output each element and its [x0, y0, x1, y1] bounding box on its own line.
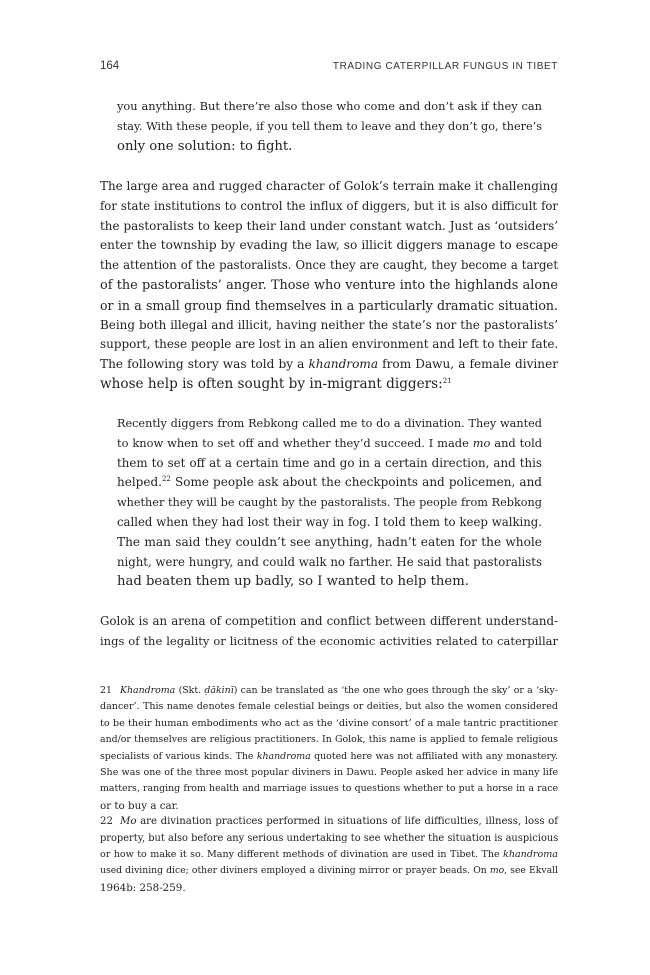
footnote-ref-22[interactable]: 22 [161, 475, 171, 484]
footnote-line: to be their human embodiments who act as the ‘divine consort’ of a male tantric practitioner [100, 717, 558, 729]
footnote-line: and/or themselves are religious practitioners. In Golok, this name is applied to female religious [100, 734, 558, 746]
paragraph1-line: for state institutions to control the influx of diggers, but it is also difficult for [100, 198, 558, 213]
body-paragraph-2 [100, 612, 558, 652]
text-run: Some people ask about the checkpoints and policemen, and [170, 475, 542, 490]
text-run: helped. [117, 475, 162, 490]
block-quote-1 [117, 97, 542, 156]
paragraph1-line: or in a small group find themselves in a particularly dramatic situation. [100, 297, 558, 313]
paragraph2-line: ings of the legality or licitness of the economic activities related to caterpillar [100, 633, 558, 648]
page-number: 164 [100, 60, 120, 72]
paragraph1-line: the attention of the pastoralists. Once they are caught, they become a target [100, 258, 558, 273]
term-khandroma: khandroma [308, 357, 379, 372]
term-khandroma: Khandroma [120, 685, 176, 696]
footnotes [100, 683, 558, 896]
footnote-line: dancer’. This name denotes female celestial beings or deities, but also the women considered [100, 701, 558, 713]
quote2-line [117, 473, 542, 493]
term-mo: Mo [120, 816, 137, 828]
paragraph1-line [100, 355, 558, 375]
body-paragraph-1 [100, 177, 558, 395]
footnote-line: She was one of the three most popular diviners in Dawu. People asked her advice in many life [100, 767, 558, 779]
footnote-line [100, 847, 558, 863]
quote2-line: The man said they couldn’t see anything, hadn’t eaten for the whole [117, 534, 542, 549]
footnote-21 [100, 683, 558, 814]
quote2-line [117, 434, 542, 454]
footnote-line: 1964b: 258-259. [100, 881, 186, 894]
paragraph1-line: enter the township by evading the law, so illicit diggers manage to escape [100, 238, 558, 253]
footnote-line [100, 683, 558, 699]
text-run: whose help is often sought by in-migrant diggers: [100, 375, 443, 392]
quote1-line: you anything. But there’re also those who come and don’t ask if they can [117, 99, 542, 113]
text-run: ) can be translated as ‘the one who goes through the sky’ or a ‘sky- [233, 685, 558, 696]
quote2-line: called when they had lost their way in fog. I told them to keep walking. [117, 514, 542, 529]
footnote-number: 21 [100, 685, 112, 696]
text-run: and told [490, 435, 542, 450]
quote2-line: night, were hungry, and could walk no farther. He said that pastoralists [117, 554, 542, 569]
text-run: specialists of various kinds. The [100, 750, 257, 762]
paragraph1-line: of the pastoralists’ anger. Those who venture into the highlands alone [100, 277, 558, 293]
text-run: or how to make it so. Many different methods of divination are used in Tibet. The [100, 849, 504, 861]
text-run: are divination practices performed in situations of life difficulties, illness, loss of [136, 816, 558, 828]
term-khandroma: khandroma [503, 849, 558, 861]
paragraph1-line: The large area and rugged character of Golok’s terrain make it challenging [100, 179, 558, 193]
paragraph1-line: the pastoralists to keep their land under constant watch. Just as ‘outsiders’ [100, 218, 558, 233]
footnote-line [100, 749, 558, 765]
text-run: (Skt. [175, 685, 205, 696]
footnote-line: matters, ranging from health and marriage issues to questions whether to put a horse in a race [100, 783, 558, 795]
text-run: to know when to set off and whether they’d succeed. I made [117, 435, 473, 450]
quote1-line: stay. With these people, if you tell them to leave and they don’t go, there’s [117, 119, 542, 133]
paragraph1-line [100, 375, 558, 395]
quote2-line: them to set off at a certain time and go in a certain direction, and this [117, 455, 542, 470]
text-run: quoted here was not affiliated with any monastery. [310, 750, 558, 762]
term-mo: mo [472, 435, 491, 450]
footnote-line [100, 814, 558, 830]
footnote-line: or to buy a car. [100, 799, 179, 812]
text-run: from Dawu, a female diviner [378, 357, 559, 372]
footnote-number: 22 [100, 816, 113, 828]
text-run: , see Ekvall [504, 865, 558, 877]
paragraph2-line: Golok is an arena of competition and conflict between different understand- [100, 614, 558, 628]
quote2-line: whether they will be caught by the pastoralists. The people from Rebkong [117, 496, 542, 510]
running-header [100, 60, 558, 78]
term-khandroma: khandroma [256, 750, 311, 762]
footnote-line [100, 863, 558, 879]
text-run: The following story was told by a [100, 357, 309, 372]
block-quote-2 [117, 414, 542, 592]
quote1-line: only one solution: to fight. [117, 138, 293, 154]
footnote-line: property, but also before any serious undertaking to see whether the situation is auspicious [100, 832, 559, 844]
text-run: used divining dice; other diviners employed a divining mirror or prayer beads. On [100, 865, 490, 877]
term-mo: mo [489, 865, 505, 877]
footnote-ref-21[interactable]: 21 [442, 376, 452, 385]
running-title: TRADING CATERPILLAR FUNGUS IN TIBET [332, 61, 558, 72]
term-dakini: ḍākinī [204, 685, 234, 696]
footnote-22 [100, 814, 558, 896]
quote2-line: had beaten them up badly, so I wanted to help them. [117, 574, 469, 590]
quote2-line: Recently diggers from Rebkong called me to do a divination. They wanted [117, 417, 542, 430]
paragraph1-line: Being both illegal and illicit, having neither the state’s nor the pastoralists’ [100, 317, 558, 332]
paragraph1-line: support, these people are lost in an alien environment and left to their fate. [100, 337, 559, 352]
